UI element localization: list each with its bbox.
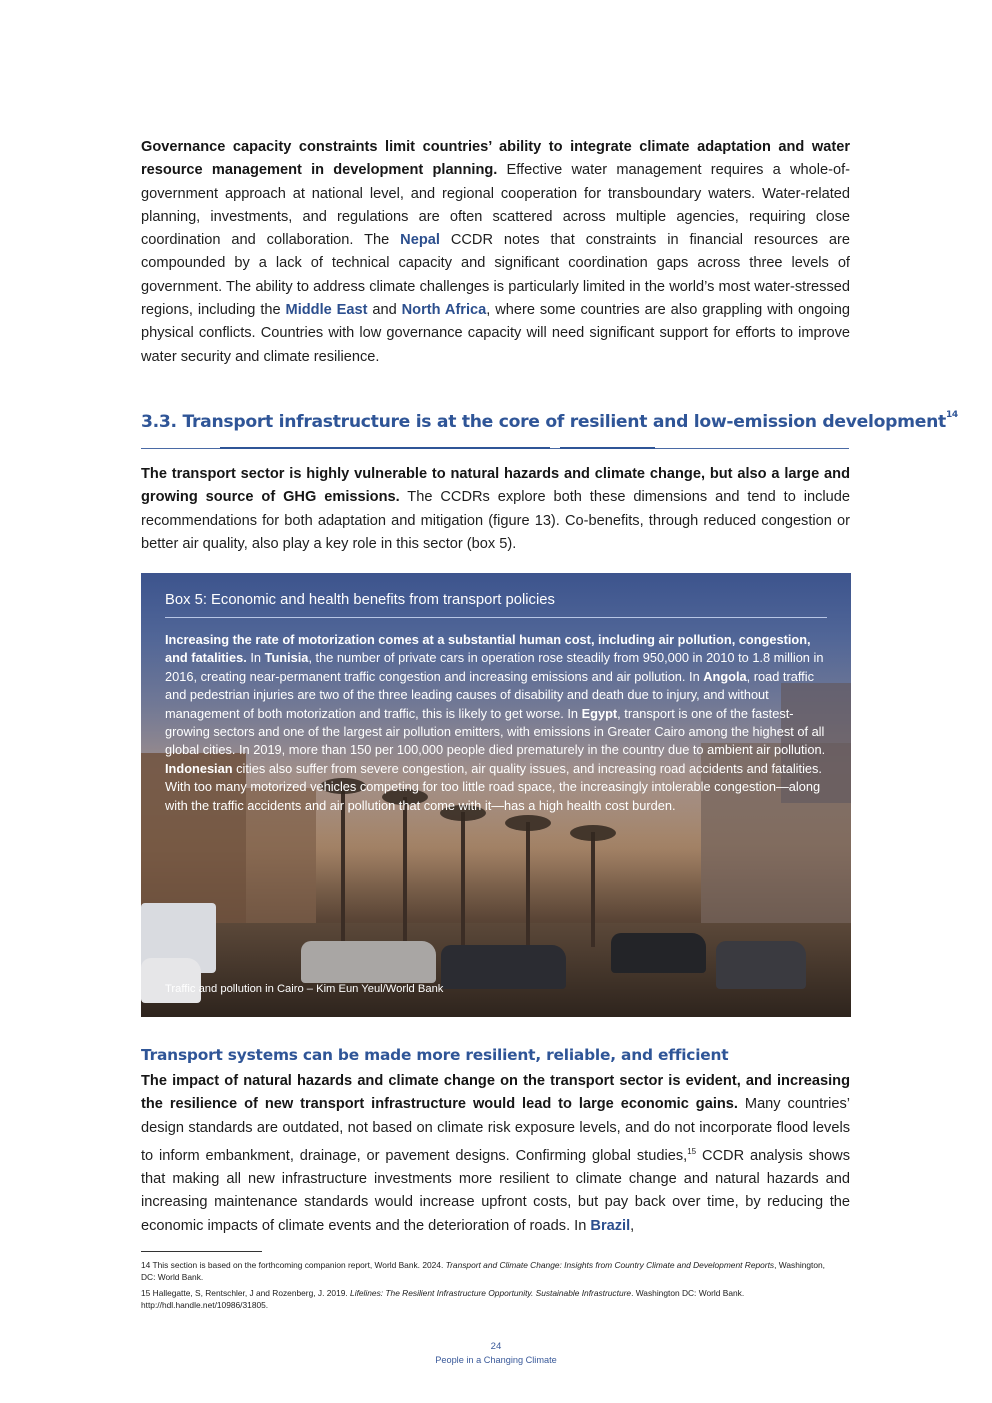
box-country-angola: Angola	[703, 668, 747, 684]
highlight-brazil: Brazil	[590, 1217, 631, 1234]
footnote-15-publisher: . Washington DC: World Bank.	[631, 1288, 745, 1298]
palm-trunk	[526, 822, 530, 947]
page-number: 24	[490, 1341, 502, 1352]
footnote-14	[141, 1260, 841, 1283]
governance-text: Effective water management requires a whole-of-government approach at national level, and regional cooperation for transboundary waters. Water-related planning, investments, and regulations are often scattered across multiple agencies, requiring close coordination and collaboration. The	[141, 162, 850, 249]
resilience-lead: The impact of natural hazards and climate change on the transport sector is evident, and increasing the resilience of new transport infrastructure would lead to large economic gains.	[141, 1073, 850, 1113]
palm-trunk	[591, 832, 595, 947]
section-accent-rule-2	[560, 447, 655, 449]
car-white	[141, 958, 201, 1003]
box-title-rule	[165, 617, 827, 618]
box-5-panel	[141, 573, 851, 1017]
publication-title: People in a Changing Climate	[435, 1355, 557, 1365]
footnote-14-title: Transport and Climate Change: Insights from Country Climate and Development Reports	[445, 1260, 775, 1270]
box-text-2: , the number of private cars in operation rose steadily from 950,000 in 2010 to 1.8 million in 2016, creating near-permanent traffic congestion and increasing emissions and air pollution. In	[165, 650, 824, 684]
section-accent-rule	[220, 447, 550, 449]
section-title-text: 3.3. Transport infrastructure is at the core of resilient and low-emission development	[141, 412, 946, 432]
footnote-15-link[interactable]: http://hdl.handle.net/10986/31805.	[141, 1299, 269, 1310]
transport-text: The CCDRs explore both these dimensions and tend to include recommendations for both adaptation and mitigation (figure 13). Co-benefits, through reduced congestion or better air quality, also play a key role in this sector (box 5).	[141, 489, 850, 552]
box-text-5: cities also suffer from severe congestion, air quality issues, and increasing road accidents and fatalities. With too many motorized vehicles competing for too little road space, the increasingly intolerable congestion—along with the traffic accidents and air pollution that come with it—has a high health cost burden.	[165, 760, 822, 813]
car-dark	[441, 945, 566, 989]
footnote-14-text: 14 This section is based on the forthcoming companion report, World Bank. 2024.	[141, 1260, 446, 1270]
palm-trunk	[403, 797, 407, 947]
footnote-14-publisher: , Washington, DC: World Bank.	[141, 1260, 826, 1282]
footnote-ref-14[interactable]: 14	[945, 410, 958, 420]
footnote-15-text: 15 Hallegatte, S, Rentschler, J and Rozenberg, J. 2019.	[141, 1288, 351, 1298]
box-country-tunisia: Tunisia	[264, 650, 309, 666]
box-title: Box 5: Economic and health benefits from transport policies	[165, 592, 555, 608]
box-body	[165, 631, 827, 815]
box-text-1: In	[246, 650, 265, 666]
highlight-nepal: Nepal	[400, 232, 440, 249]
transport-lead: The transport sector is highly vulnerable to natural hazards and climate change, but also a large and growing source of GHG emissions.	[141, 466, 850, 506]
footnote-15-title: Lifelines: The Resilient Infrastructure Opportunity. Sustainable Infrastructure	[350, 1288, 632, 1298]
palm-crown	[505, 815, 551, 831]
palm-crown	[570, 825, 616, 841]
resilience-paragraph	[141, 1070, 850, 1238]
box-country-egypt: Egypt	[581, 705, 618, 721]
photo-caption: Traffic and pollution in Cairo – Kim Eun Yeul/World Bank	[165, 983, 444, 995]
governance-text-4: , where some countries are also grappling with ongoing physical conflicts. Countries with low governance capacity will need significant support for efforts to improve water security and climate resilience.	[141, 302, 850, 365]
highlight-middle-east: Middle East	[285, 302, 368, 319]
governance-text-3: and	[367, 302, 402, 319]
governance-paragraph	[141, 136, 850, 369]
box-text-3: , road traffic and pedestrian injuries are two of the three leading causes of disability and death due to injury, and without management of both motorization and traffic, this is likely to get worse. In	[165, 668, 814, 721]
box-lead: Increasing the rate of motorization comes at a substantial human cost, including air pollution, congestion, and fatalities.	[165, 632, 811, 666]
footnote-ref-15[interactable]: 15	[687, 1146, 697, 1156]
subsection-title: Transport systems can be made more resilient, reliable, and efficient	[141, 1046, 729, 1064]
footnote-separator	[141, 1251, 262, 1252]
governance-lead: Governance capacity constraints limit countries’ ability to integrate climate adaptation and water resource management in development planning.	[141, 139, 850, 179]
palm-trunk	[461, 812, 465, 947]
car-dark-2	[611, 933, 706, 973]
resilience-text-1: Many countries’ design standards are outdated, not based on climate risk exposure levels, and do not incorporate flood levels to inform embankment, drainage, or pavement designs. Confirming global studies,	[141, 1096, 850, 1164]
highlight-north-africa: North Africa	[401, 302, 487, 319]
car-silver	[301, 941, 436, 983]
box-text-4: , transport is one of the fastest-growing sectors and one of the largest air pollution emitters, with emissions in Greater Cairo among the highest of all global cities. In 2019, more than 150 per 100,000 people died prematurely in the country due to ambient air pollution.	[165, 705, 826, 758]
box-country-indonesia: Indonesian	[165, 760, 233, 776]
transport-paragraph	[141, 463, 850, 556]
car-right	[716, 941, 806, 989]
resilience-text-2: CCDR analysis shows that making all new infrastructure investments more resilient to climate change and natural hazards and increasing maintenance standards would increase upfront costs, but pay back over time, by reducing the economic impacts of climate events and the deterioration of roads. In	[141, 1147, 850, 1234]
section-title	[141, 410, 958, 432]
footnote-15	[141, 1288, 841, 1311]
resilience-text-3: ,	[630, 1217, 635, 1234]
governance-text-2: CCDR notes that constraints in financial resources are compounded by a lack of technical capacity and significant coordination gaps across three levels of government. The ability to address climate challenges is particularly limited in the world’s most water-stressed regions, including the	[141, 232, 850, 319]
